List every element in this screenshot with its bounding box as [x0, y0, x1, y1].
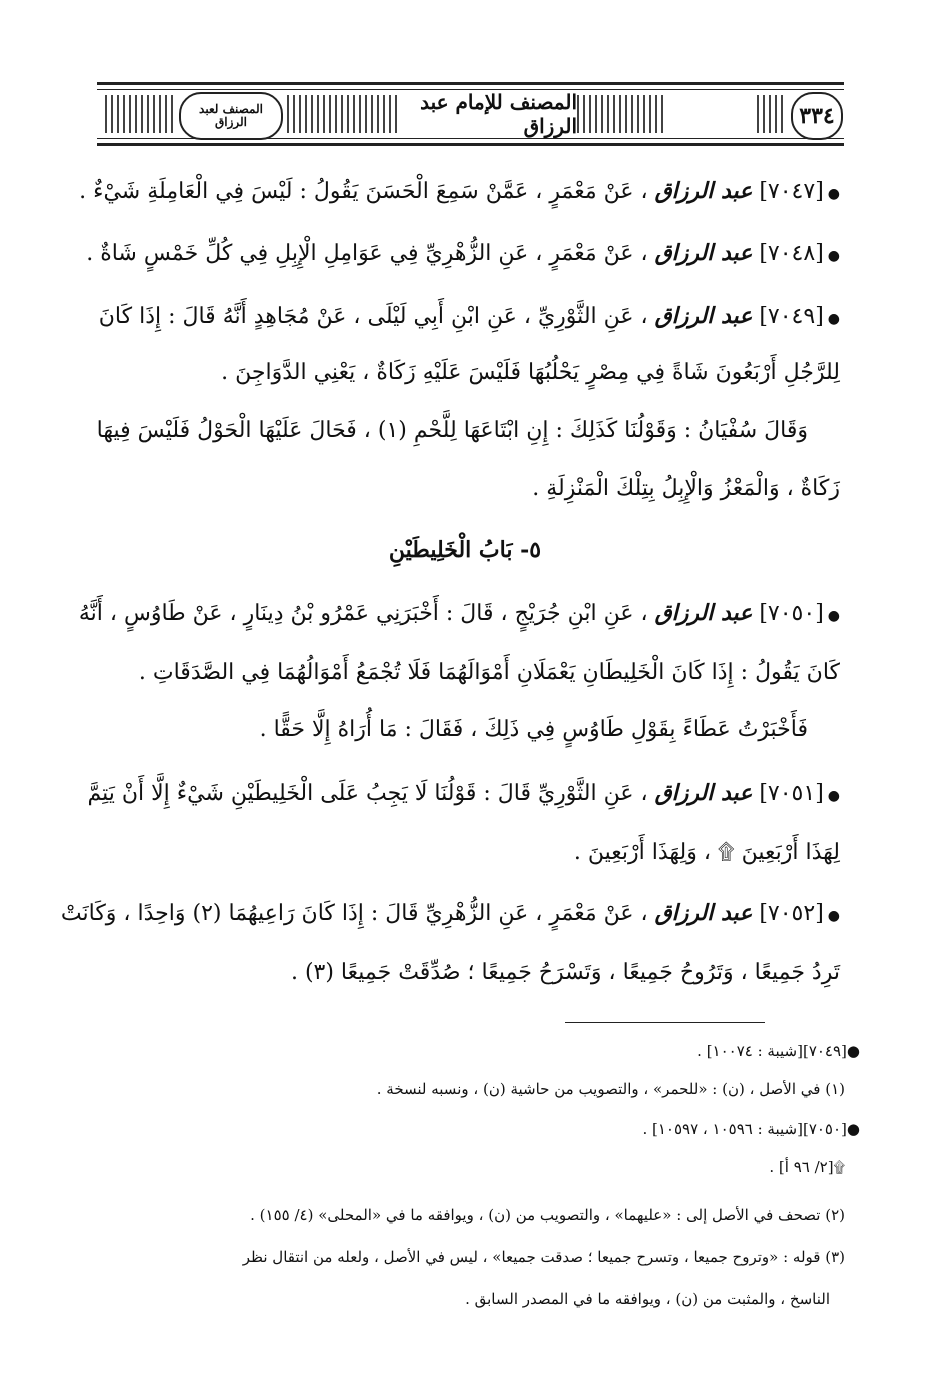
- hadith-bullet: ●: [827, 248, 840, 264]
- hadith-line: لِهَذَا أَرْبَعِينَ ۩ ، وَلِهَذَا أَرْبَعِينَ .: [573, 840, 840, 865]
- narrator-name: عبد الرزاق: [654, 780, 753, 806]
- hadith-line: [78, 600, 840, 626]
- narrator-name: عبد الرزاق: [654, 600, 753, 626]
- hadith-number: [٧٠٤٩]: [759, 304, 824, 329]
- hadith-text: ، عَنِ الثَّوْرِيِّ قَالَ : قَوْلُنَا لَا يَجِبُ عَلَى الْخَلِيطَيْنِ شَيْءٌ إِلَّا أَنْ يَتِمَّ: [87, 781, 648, 806]
- footnote: (٢) تصحف في الأصل إلى : «عليهما» ، والتصويب من (ن) ، ويوافقه ما في «المحلى» (٤/ ١٥٥) .: [250, 1206, 845, 1224]
- hadith-text: ، عَنْ مَعْمَرٍ ، عَنِ الزُّهْرِيِّ فِي عَوَامِلِ الْإِبِلِ فِي كُلِّ خَمْسٍ شَاةٌ .: [86, 241, 648, 266]
- hadith-line: [60, 900, 840, 926]
- footnote: الناسخ ، والمثبت من (ن) ، ويوافقه ما في المصدر السابق .: [465, 1290, 830, 1308]
- ornament-pattern: [105, 95, 175, 133]
- footnote-separator: [565, 1022, 765, 1023]
- hadith-line: [87, 780, 840, 806]
- hadith-number: [٧٠٥٠]: [759, 601, 824, 626]
- book-emblem: [179, 92, 283, 140]
- hadith-number: [٧٠٥١]: [759, 781, 824, 806]
- hadith-bullet: ●: [827, 908, 840, 924]
- hadith-number: [٧٠٤٨]: [759, 241, 824, 266]
- hadith-line: [79, 178, 840, 204]
- hadith-bullet: ●: [827, 311, 840, 327]
- hadith-number: [٧٠٥٢]: [759, 901, 824, 926]
- running-title: المصنف للإمام عبد الرزاق: [397, 95, 577, 133]
- hadith-line: لِلرَّجُلِ أَرْبَعُونَ شَاةً فِي مِصْرٍ يَحْلُبُهَا فَلَيْسَ عَلَيْهِ زَكَاةٌ ، يَعْنِي الدَّوَاجِنَ .: [221, 360, 840, 385]
- hadith-line: كَانَ يَقُولُ : إِذَا كَانَ الْخَلِيطَانِ يَعْمَلَانِ أَمْوَالَهُمَا فَلَا تُجْمَعُ أَمْوَالُهُمَا فِي الصَّدَقَاتِ .: [138, 660, 840, 685]
- hadith-bullet: ●: [827, 608, 840, 624]
- narrator-name: عبد الرزاق: [654, 178, 753, 204]
- ornament-pattern: [287, 95, 397, 133]
- emblem-text: المصنف لعبد الرزاق: [199, 102, 263, 129]
- ornament-pattern: [577, 95, 667, 133]
- footnote: ●[٧٠٤٩][شيبة : ١٠٠٧٤] .: [697, 1042, 860, 1060]
- footnote: (١) في الأصل ، (ن) : «للحمر» ، والتصويب من حاشية (ن) ، ونسبه لنسخة .: [376, 1080, 845, 1098]
- hadith-text: ، عَنْ مَعْمَرٍ ، عَمَّنْ سَمِعَ الْحَسَنَ يَقُولُ : لَيْسَ فِي الْعَامِلَةِ شَيْءٌ .: [79, 179, 648, 204]
- chapter-heading: ٥- بَابُ الْخَلِيطَيْنِ: [388, 537, 542, 563]
- hadith-line: فَأَخْبَرْتُ عَطَاءً بِقَوْلِ طَاوُسٍ فِي ذَلِكَ ، فَقَالَ : مَا أُرَاهُ إِلَّا حَقًّا .: [259, 717, 808, 742]
- narrator-name: عبد الرزاق: [654, 900, 753, 926]
- hadith-number: [٧٠٤٧]: [759, 179, 824, 204]
- footnote: ۩[٢/ ٩٦ أ] .: [769, 1158, 845, 1176]
- hadith-text: ، عَنِ الثَّوْرِيِّ ، عَنِ ابْنِ أَبِي لَيْلَى ، عَنْ مُجَاهِدٍ أَنَّهُ قَالَ : إِذَا كَانَ: [98, 304, 648, 329]
- narrator-name: عبد الرزاق: [654, 240, 753, 266]
- hadith-line: وَقَالَ سُفْيَانُ : وَقَوْلُنَا كَذَلِكَ : إِنِ ابْتَاعَهَا لِلَّحْمِ (١) ، فَحَالَ عَلَيْهَا الْحَوْلُ فَلَيْسَ فِيهَا: [96, 418, 808, 443]
- hadith-bullet: ●: [827, 788, 840, 804]
- page-header: [97, 82, 844, 146]
- narrator-name: عبد الرزاق: [654, 303, 753, 329]
- hadith-line: [90, 303, 840, 329]
- ornament-pattern: [757, 95, 787, 133]
- hadith-line: [86, 240, 840, 266]
- hadith-bullet: ●: [827, 186, 840, 202]
- footnote: ●[٧٠٥٠][شيبة : ١٠٥٩٦ ، ١٠٥٩٧] .: [642, 1120, 860, 1138]
- hadith-line: تَرِدُ جَمِيعًا ، وَتَرُوحُ جَمِيعًا ، وَتَسْرَحُ جَمِيعًا ؛ صُدِّقَتْ جَمِيعًا (٣) .: [290, 960, 840, 985]
- hadith-line: زَكَاةٌ ، وَالْمَعْزُ وَالْإِبِلُ بِتِلْكَ الْمَنْزِلَةِ .: [532, 476, 840, 501]
- footnote: (٣) قوله : «وتروح جميعا ، وتسرح جميعا ؛ صدقت جميعا» ، ليس في الأصل ، ولعله من انتقال نظر: [242, 1248, 845, 1266]
- page-number: ٣٣٤: [791, 92, 843, 140]
- hadith-text: ، عَنِ ابْنِ جُرَيْجٍ ، قَالَ : أَخْبَرَنِي عَمْرُو بْنُ دِينَارٍ ، عَنْ طَاوُسٍ ، أَنَّهُ: [78, 601, 648, 626]
- hadith-text: ، عَنْ مَعْمَرٍ ، عَنِ الزُّهْرِيِّ قَالَ : إِذَا كَانَ رَاعِيهُمَا (٢) وَاحِدًا ، وَكَانَتْ: [60, 901, 648, 926]
